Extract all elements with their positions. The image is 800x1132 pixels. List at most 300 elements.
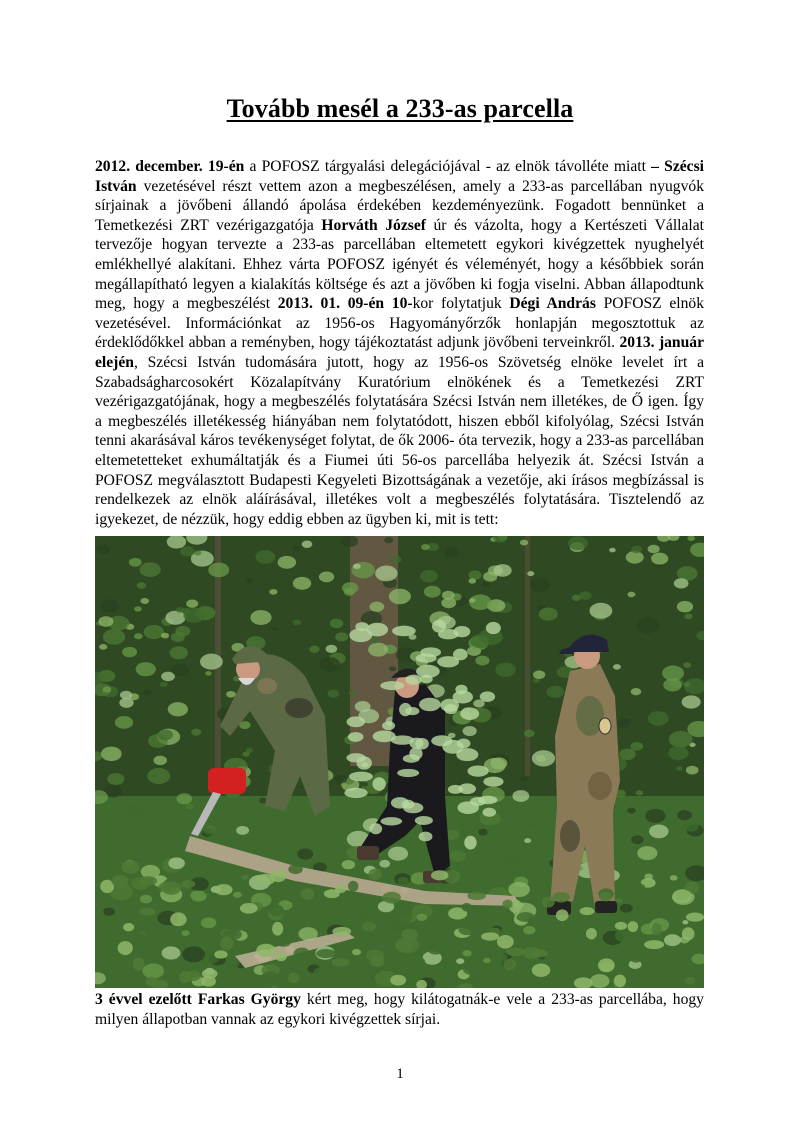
bold-text-run: 2012. december. 19-én <box>95 158 245 175</box>
ground-leaf <box>586 928 597 940</box>
photo-caption <box>95 990 704 1029</box>
leaf <box>101 747 122 761</box>
leaf <box>147 768 170 784</box>
sapling-leaf <box>348 732 364 742</box>
ground-leaf <box>506 948 526 957</box>
sapling-leaf <box>409 738 423 749</box>
leaf <box>319 657 340 672</box>
leaf <box>140 895 152 904</box>
ground-leaf <box>288 973 299 984</box>
leaf <box>469 598 475 603</box>
leaf <box>176 626 191 636</box>
leaf <box>278 556 296 569</box>
leaf <box>186 600 198 608</box>
leaf <box>648 545 660 553</box>
leaf <box>143 689 152 695</box>
ground-leaf <box>598 958 615 972</box>
leaf <box>533 670 545 679</box>
ground-leaf <box>122 860 140 873</box>
leaf <box>227 959 239 968</box>
leaf <box>120 691 132 700</box>
ground-leaf <box>275 953 287 962</box>
leaf <box>170 646 188 659</box>
leaf <box>685 977 696 985</box>
sapling-leaf <box>357 756 372 769</box>
ground-leaf <box>146 977 158 986</box>
leaf <box>236 826 249 835</box>
ground-leaf <box>461 903 471 912</box>
leaf <box>470 634 490 648</box>
sapling-leaf <box>409 747 422 759</box>
ground-leaf <box>553 892 570 903</box>
leaf <box>191 729 201 736</box>
leaf <box>330 619 343 628</box>
leaf <box>182 930 190 936</box>
leaf <box>194 550 201 555</box>
leaf <box>530 578 550 592</box>
leaf <box>420 570 438 582</box>
leaf <box>153 756 167 765</box>
leaf <box>137 582 146 589</box>
leaf <box>631 688 641 695</box>
sapling-leaf <box>381 817 403 825</box>
leaf <box>649 825 669 839</box>
ground-leaf <box>686 912 704 921</box>
leaf <box>390 556 401 564</box>
leaf <box>483 958 491 963</box>
leaf <box>444 547 459 558</box>
photo-illustration <box>95 536 704 988</box>
ground-leaf <box>332 958 350 966</box>
sapling-leaf <box>392 626 416 637</box>
leaf <box>684 822 698 832</box>
leaf <box>269 589 277 595</box>
leaf <box>183 608 205 623</box>
leaf <box>344 588 355 596</box>
leaf <box>99 644 107 650</box>
leaf <box>353 564 361 569</box>
leaf <box>539 607 558 620</box>
leaf <box>498 855 520 871</box>
leaf <box>272 627 278 631</box>
ground-leaf <box>294 948 310 959</box>
ground-leaf <box>140 876 158 886</box>
ground-leaf <box>202 969 218 979</box>
leaf <box>302 541 313 548</box>
ground-leaf <box>301 888 315 900</box>
leaf <box>460 832 468 838</box>
page-title: Tovább mesél a 233-as parcella <box>226 94 574 123</box>
leaf <box>417 914 428 921</box>
leaf <box>664 934 681 946</box>
leaf <box>424 586 441 598</box>
leaf <box>589 603 612 619</box>
sapling-leaf <box>416 654 437 663</box>
leaf <box>568 536 588 550</box>
camo-patch <box>588 772 612 800</box>
ground-leaf <box>673 889 692 903</box>
ground-leaf <box>458 924 475 935</box>
leaf <box>297 848 313 859</box>
ground-leaf <box>503 959 516 970</box>
text-run: kor folytatjuk <box>412 295 510 313</box>
leaf <box>579 591 591 600</box>
ground-leaf <box>614 975 626 988</box>
leaf <box>319 572 334 583</box>
ground-leaf <box>523 947 540 959</box>
ground-leaf <box>332 927 351 936</box>
leaf <box>255 550 275 564</box>
ground-leaf <box>517 912 535 922</box>
leaf <box>668 746 688 760</box>
ground-leaf <box>123 923 134 931</box>
sapling-leaf <box>480 691 495 702</box>
ground-leaf <box>133 957 145 970</box>
text-run: úr és vázolta, hogy a Kertészeti Vállalat tervezője hogyan tervezte a 233-as parcellában eltemetett egykori kivégzettek nyughelyét emlékhellyé alakítani. Ehhez várta POFOSZ igényét és véleményét, hogy a későbbiek során megállapítható legyen a kialakítás költsége és azt a jövőben ki fogja viselni. Abban állapodtunk meg, hogy a megbeszélést <box>95 216 704 313</box>
leaf <box>627 592 635 598</box>
ground-leaf <box>272 922 283 936</box>
leaf <box>463 726 477 736</box>
sapling-leaf <box>405 707 419 715</box>
leaf <box>98 616 113 626</box>
ground-leaf <box>599 892 612 902</box>
sapling-leaf <box>397 769 419 777</box>
leaf <box>326 645 338 653</box>
ground-leaf <box>626 882 645 891</box>
leaf <box>368 643 388 657</box>
leaf <box>246 578 253 583</box>
leaf <box>162 946 181 959</box>
leaf <box>468 570 481 579</box>
ground-leaf <box>229 911 242 922</box>
ground-leaf <box>112 875 129 887</box>
ground-leaf <box>497 935 514 949</box>
sapling-leaf <box>478 796 497 805</box>
leaf <box>293 620 301 626</box>
leaf <box>335 775 348 784</box>
ground-leaf <box>580 907 595 915</box>
leaf <box>369 602 384 612</box>
shoulder-patch <box>599 718 611 734</box>
sapling-leaf <box>455 685 467 695</box>
boot <box>357 846 379 860</box>
ground-leaf <box>240 903 258 914</box>
leaf <box>630 742 643 751</box>
ground-leaf <box>368 869 382 881</box>
leaf <box>328 689 340 697</box>
ground-leaf <box>390 975 406 986</box>
sapling-leaf <box>432 620 446 633</box>
leaf <box>352 949 361 955</box>
ground-leaf <box>288 864 303 874</box>
leaf <box>609 548 616 553</box>
leaf <box>676 766 683 771</box>
leaf <box>520 540 528 546</box>
leaf <box>250 610 271 625</box>
ground-leaf <box>181 880 195 888</box>
leaf <box>637 846 657 860</box>
leaf <box>421 544 430 550</box>
sapling-leaf <box>460 707 479 720</box>
leaf <box>389 666 396 671</box>
ground-leaf <box>269 904 284 916</box>
ground-leaf <box>283 910 294 918</box>
leaf <box>683 662 691 668</box>
ground-leaf <box>644 940 664 949</box>
leaf <box>482 582 490 588</box>
ground-leaf <box>383 892 401 904</box>
leaf <box>524 838 531 843</box>
leaf <box>129 558 142 567</box>
leaf <box>590 974 610 988</box>
leaf <box>398 877 409 885</box>
ground-leaf <box>532 964 551 977</box>
leaf <box>682 920 688 924</box>
leaf <box>619 748 636 760</box>
ground-leaf <box>502 900 512 909</box>
leaf <box>375 566 397 582</box>
leaf <box>125 804 147 819</box>
leaf <box>293 546 300 551</box>
camo-patch <box>560 820 580 852</box>
leaf <box>684 682 691 687</box>
leaf <box>362 782 368 786</box>
leaf <box>449 850 466 862</box>
leaf <box>134 606 142 611</box>
leaf <box>293 577 311 590</box>
ground-leaf <box>682 927 695 940</box>
leaf <box>349 690 357 696</box>
leaf <box>136 662 156 676</box>
sapling-leaf <box>444 704 458 714</box>
leaf <box>134 633 143 639</box>
leaf <box>115 716 133 729</box>
leaf <box>176 607 184 613</box>
leaf <box>182 946 205 962</box>
text-run: , Szécsi István tudomására jutott, hogy az 1956-os Szövetség elnöke levelet írt a Szabadságharcosokért Közalapítvány Kuratórium elnökének és a Temetkezési ZRT vezérigazgatójának, hogy a megbeszélés folytatására Szécsi István nem illetékes, de Ő igen. Így a megbeszélés illetékesség hiányában nem folytatódott, hiszen ebből kifolyólag, Szécsi István tenni akarásával káros tevékenységet folytat, de ők 2006- óta tervezik, hogy a 233-as parcellában eltemetetteket exhumáltatják és a Fiumei úti 56-os parcellába helyezik át. Szécsi István a POFOSZ megválasztott Budapesti Kegyeleti Bizottságának a vezetője, aki írásos megbízással is rendelkezek az elnök aláírásával, illetékes volt a megbeszélés folytatására. Tisztelendő az igyekezet, de nézzük, hogy eddig ebben az ügyben ki, mit is tett: <box>95 353 704 528</box>
ground-leaf <box>313 908 328 916</box>
sapling-leaf <box>419 698 441 711</box>
ground-leaf <box>409 956 426 970</box>
leaf <box>100 599 119 612</box>
leaf <box>532 750 555 766</box>
leaf <box>508 882 530 897</box>
leaf <box>669 731 693 748</box>
ground-leaf <box>628 921 639 932</box>
ground-leaf <box>463 965 482 975</box>
leaf <box>264 810 280 821</box>
sapling-leaf <box>419 832 433 842</box>
text-run: POFOSZ elnök vezetésével. Információnkat az 1956-os Hagyományőrzők honlapján megosztottuk az érdeklődőkkel abban a reményben, hogy tájékoztatást adjunk jövőbeni terveinkről. <box>95 295 704 352</box>
ground-leaf <box>220 936 233 950</box>
sapling-leaf <box>344 788 367 798</box>
leaf <box>682 695 701 708</box>
leaf <box>379 860 390 868</box>
ground-leaf <box>335 885 346 893</box>
ground-leaf <box>133 933 146 942</box>
bold-text-run: – <box>651 158 659 175</box>
leaf <box>651 553 668 565</box>
leaf <box>674 578 689 588</box>
leaf <box>456 958 464 964</box>
leaf <box>103 687 112 693</box>
leaf <box>122 647 137 657</box>
leaf <box>97 545 111 555</box>
leaf <box>684 613 692 619</box>
leaf <box>309 646 319 653</box>
leaf <box>524 730 535 738</box>
sapling-leaf <box>347 716 366 727</box>
ground-leaf <box>256 944 276 957</box>
leaf <box>176 793 192 804</box>
leaf <box>620 904 633 913</box>
leaf <box>533 678 540 683</box>
bold-text-run: 3 évvel ezelőtt Farkas György <box>95 991 301 1008</box>
leaf <box>631 546 642 554</box>
chainsaw-body <box>208 768 246 794</box>
leaf <box>140 598 149 604</box>
camo-patch <box>257 678 277 694</box>
ground-leaf <box>162 882 181 895</box>
sapling-leaf <box>382 721 395 730</box>
ground-leaf <box>431 870 448 880</box>
ground-leaf <box>170 912 186 926</box>
leaf <box>478 829 487 836</box>
ground-leaf <box>395 940 412 952</box>
ground-leaf <box>467 892 486 901</box>
leaf <box>362 922 376 932</box>
leaf <box>200 654 223 670</box>
sapling-leaf <box>448 785 463 794</box>
sapling-leaf <box>486 622 501 634</box>
sapling-leaf <box>467 765 488 776</box>
sapling-leaf <box>380 681 404 690</box>
leaf <box>107 773 124 785</box>
ground-leaf <box>270 869 286 882</box>
leaf <box>526 821 537 829</box>
ground-leaf <box>370 956 384 968</box>
text-run: a POFOSZ tárgyalási delegációjával - az elnök távolléte miatt <box>244 158 652 175</box>
leaf <box>627 808 636 814</box>
leaf <box>490 757 507 769</box>
leaf <box>636 617 659 633</box>
sapling-leaf <box>405 675 422 685</box>
ground-leaf <box>475 864 486 876</box>
ground-leaf <box>313 967 332 978</box>
leaf <box>172 664 190 676</box>
leaf <box>168 857 185 869</box>
leaf <box>547 686 565 698</box>
sapling-leaf <box>372 777 385 790</box>
bold-text-run: Dégi András <box>509 295 596 313</box>
leaf <box>342 860 355 869</box>
leaf <box>233 892 242 898</box>
sapling-leaf <box>482 808 496 817</box>
leaf <box>674 849 684 856</box>
camo-patch <box>285 698 313 718</box>
bold-text-run: 2013. január elején <box>95 334 704 371</box>
ground-leaf <box>636 899 654 908</box>
leaf <box>242 752 249 757</box>
leaf <box>469 578 477 583</box>
leaf <box>523 926 535 935</box>
leaf <box>462 950 471 956</box>
ground-leaf <box>629 949 643 963</box>
leaf <box>241 874 249 880</box>
sapling-leaf <box>369 823 382 834</box>
leaf <box>631 835 643 844</box>
bold-text-run: 2013. 01. 09-én 10- <box>277 295 413 313</box>
ground-leaf <box>276 938 291 946</box>
leaf <box>103 908 115 916</box>
leaf <box>475 656 489 666</box>
leaf <box>636 790 644 795</box>
ground-leaf <box>490 953 507 962</box>
leaf <box>165 611 185 625</box>
leaf <box>677 601 693 612</box>
sapling-leaf <box>437 656 459 667</box>
leaf <box>103 629 125 645</box>
sapling-leaf <box>431 735 452 746</box>
leaf <box>186 804 194 810</box>
ground-leaf <box>118 941 133 955</box>
leaf <box>142 963 164 978</box>
leaf <box>205 671 212 676</box>
leaf <box>686 766 699 775</box>
leaf <box>677 810 692 820</box>
leaf <box>140 562 161 577</box>
leaf <box>301 818 309 823</box>
sapling-leaf <box>464 836 476 850</box>
forest-clearing-photo <box>95 536 704 988</box>
page-number: 1 <box>396 1066 404 1082</box>
sapling-leaf <box>483 777 503 787</box>
text-run: kért meg, hogy kilátogatnák-e vele a 233-as parcellába, hogy milyen állapotban vannak az egykori kivégzettek sírjai. <box>95 991 704 1028</box>
ground-leaf <box>203 930 221 941</box>
sapling-leaf <box>415 816 433 825</box>
leaf <box>158 730 173 741</box>
leaf <box>527 571 534 576</box>
ground-leaf <box>139 907 155 915</box>
sapling-leaf <box>420 675 433 684</box>
leaf <box>520 776 528 781</box>
leaf <box>203 828 213 835</box>
leaf <box>161 633 169 639</box>
sapling-leaf <box>366 623 388 637</box>
sapling-leaf <box>456 748 478 761</box>
leaf <box>180 546 195 556</box>
ground-leaf <box>215 884 233 895</box>
leaf <box>203 889 210 894</box>
leaf <box>144 625 164 639</box>
bold-text-run: Horváth József <box>321 216 426 234</box>
leaf <box>494 564 512 577</box>
sapling-leaf <box>349 772 373 782</box>
leaf <box>355 910 369 920</box>
leaf <box>388 847 408 861</box>
sapling-leaf <box>402 800 415 809</box>
ground-leaf <box>262 971 278 983</box>
ground-leaf <box>615 922 627 930</box>
leaf <box>670 875 678 880</box>
ground-leaf <box>652 923 662 936</box>
ground-leaf <box>186 970 201 981</box>
leaf <box>160 682 168 687</box>
leaf <box>645 809 665 823</box>
body-paragraph <box>95 157 704 529</box>
leaf <box>495 663 515 677</box>
leaf <box>442 591 455 600</box>
